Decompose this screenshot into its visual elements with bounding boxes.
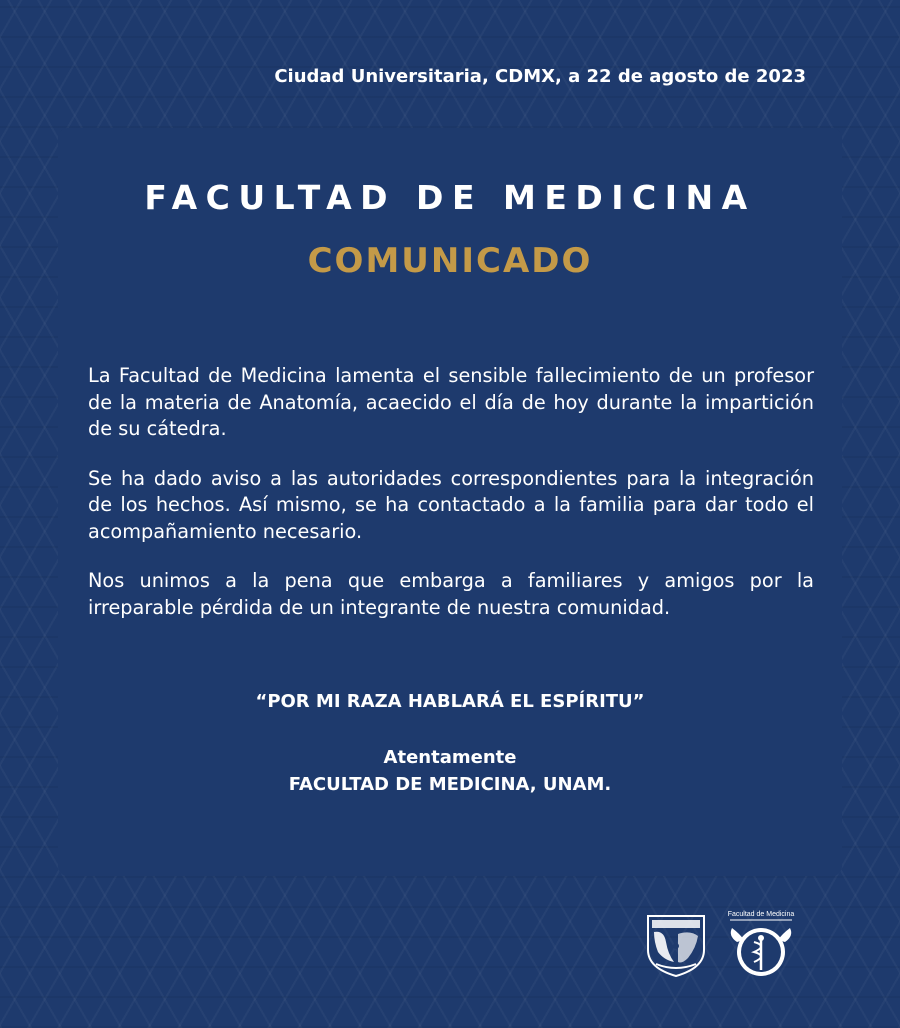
communique-body: [88, 363, 814, 644]
date-line: Ciudad Universitaria, CDMX, a 22 de agosto de 2023: [274, 66, 806, 87]
body-paragraph: La Facultad de Medicina lamenta el sensible fallecimiento de un profesor de la materia de Anatomía, acaecido el día de hoy durante la impartición de su cátedra.: [88, 364, 814, 440]
signature-block: [0, 744, 900, 798]
medicine-logo-caption: Facultad de Medicina: [727, 911, 795, 918]
page-subtitle: COMUNICADO: [307, 241, 593, 281]
body-paragraph: Nos unimos a la pena que embarga a familiares y amigos por la irreparable pérdida de un integrante de nuestra comunidad.: [88, 569, 814, 619]
unam-seal-icon: [644, 912, 708, 978]
signature-closing: Atentamente: [383, 747, 517, 768]
facultad-medicina-seal-icon: [724, 908, 798, 980]
page-title: FACULTAD DE MEDICINA: [144, 178, 756, 217]
body-paragraph: Se ha dado aviso a las autoridades correspondientes para la integración de los hechos. Así mismo, se ha contactado a la familia para dar todo el acompañamiento necesario.: [88, 466, 814, 543]
signature-entity: FACULTAD DE MEDICINA, UNAM.: [288, 774, 612, 795]
motto: “POR MI RAZA HABLARÁ EL ESPÍRITU”: [255, 691, 645, 712]
